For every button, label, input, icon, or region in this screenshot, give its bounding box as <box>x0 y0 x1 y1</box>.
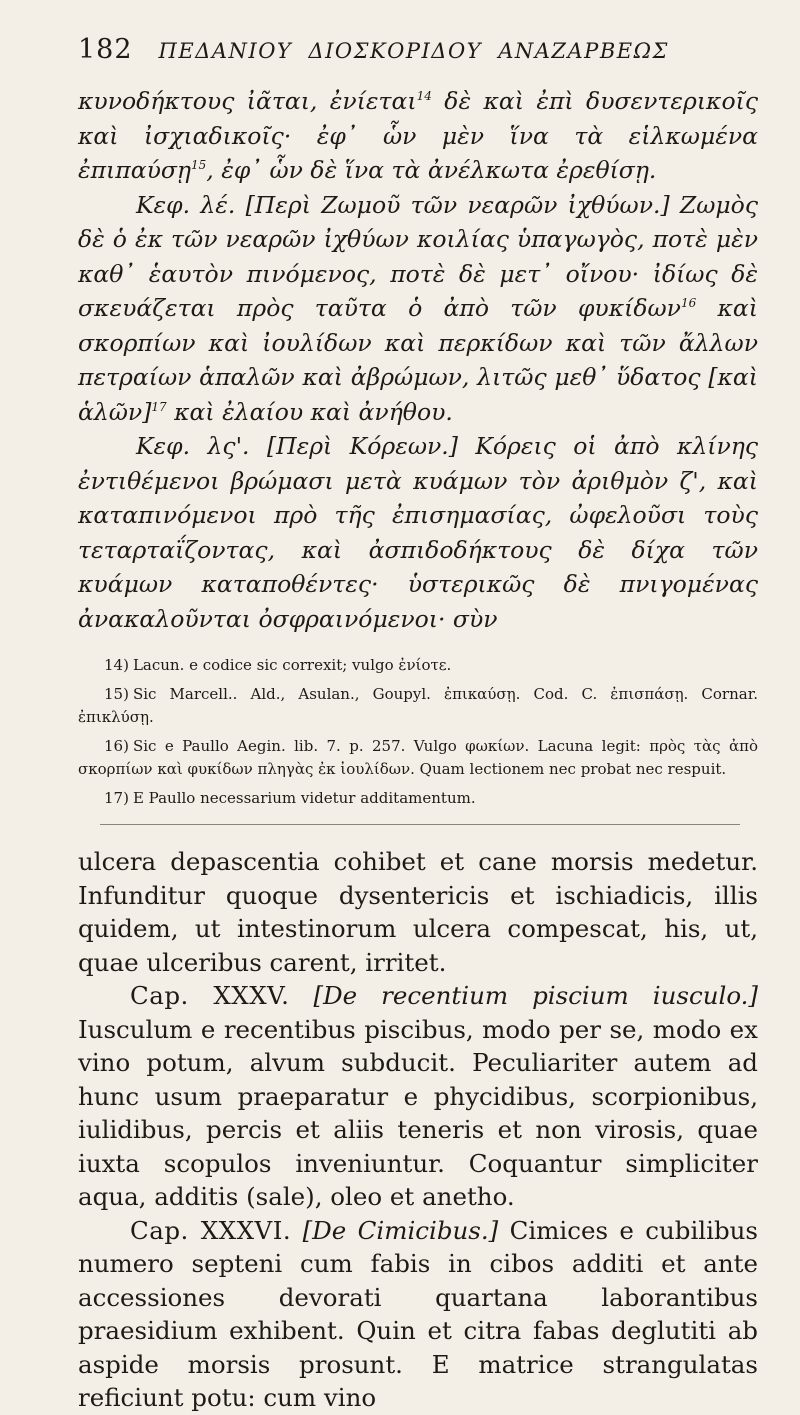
greek-p1-text-c: , ἐφ᾿ ὧν δὲ ἵνα τὰ ἀνέλκωτα ἐρεθίσῃ. <box>206 156 657 184</box>
footnote-number: 17) <box>104 789 129 807</box>
footnotes <box>78 654 758 825</box>
latin-chapter-36-text: Cimices e cubilibus numero septeni cum fabis in cibos additi et ante accessiones devorati quartana laborantibus praesidium exhibent. Quin et citra fabas deglutiti ab aspide morsis prosunt. E matrice strangulatas reficiunt potu: cum vino <box>78 1215 758 1412</box>
latin-text <box>78 845 758 1415</box>
greek-chapter-35-text-a: Ζωμὸς δὲ ὁ ἐκ τῶν νεαρῶν ἰχθύων κοιλίας ὑπαγωγὸς, ποτὲ μὲν καθ᾿ ἑαυτὸν πινόμενος, ποτὲ δὲ μετ᾿ οἴνου· ἰδίως δὲ σκευάζεται πρὸς ταῦτα ὁ ἀπὸ τῶν φυκίδων <box>78 190 758 322</box>
greek-chapter-35 <box>78 188 758 430</box>
latin-chapter-36-label: Cap. XXXVI. <box>130 1215 292 1245</box>
footnote-text: E Paullo necessarium videtur additamentum. <box>132 789 476 807</box>
running-head: ΠΕΔΑΝΙΟΥ ΔΙΟΣΚΟΡΙΔΟΥ ΑΝΑΖΑΡΒΕΩΣ <box>158 39 669 63</box>
footnote-ref-14: 14 <box>416 89 432 104</box>
footnote-17 <box>78 787 758 810</box>
greek-p1-text-a: κυνοδήκτους ἰᾶται, ἐνίεται <box>78 87 417 115</box>
latin-chapter-35-title: [De recentium piscium iusculo.] <box>313 981 758 1010</box>
page-header <box>78 34 758 74</box>
footnote-ref-17: 17 <box>151 399 167 414</box>
greek-chapter-36-label: Κεφ. λς'. <box>136 432 250 460</box>
footnote-number: 15) <box>104 685 129 703</box>
latin-chapter-35-label: Cap. XXXV. <box>130 981 290 1010</box>
latin-chapter-35-text: Iusculum e recentibus piscibus, modo per se, modo ex vino potum, alvum subducit. Peculiariter autem ad hunc usum praeparatur e phycidibus, scorpionibus, iulidibus, percis et aliis teneris et non virosis, quae iuxta scopulos inveniuntur. Coquantur simpliciter aqua, additis (sale), oleo et anetho. <box>78 1014 758 1211</box>
footnote-text: Sic e Paullo Aegin. lib. 7. p. 257. Vulgo φωκίων. Lacuna legit: πρὸς τὰς ἀπὸ σκορπίων καὶ φυκίδων πληγὰς ἐκ ἰουλίδων. Quam lectionem nec probat nec respuit. <box>78 737 758 778</box>
greek-chapter-36-text: Κόρεις οἱ ἀπὸ κλίνης ἐντιθέμενοι βρώμασι μετὰ κυάμων τὸν ἀριθμὸν ζ', καὶ καταπινόμενοι πρὸ τῆς ἐπισημασίας, ὠφελοῦσι τοὺς τεταρταΐζοντας, καὶ ἀσπιδοδήκτους δὲ δίχα τῶν κυάμων καταποθέντες· ὑστερικῶς δὲ πνιγομένας ἀνακαλοῦνται ὀσφραινόμενοι· σὺν <box>78 432 758 633</box>
footnote-text: Lacun. e codice sic correxit; vulgo ἐνίοτε. <box>132 656 452 674</box>
footnote-14 <box>78 654 758 677</box>
greek-p1-text-b: δὲ καὶ ἐπὶ δυσεντερικοῖς καὶ ἰσχιαδικοῖς· ἐφ᾿ ὧν μὲν ἵνα τὰ εἱλκωμένα ἐπιπαύσῃ <box>78 87 758 184</box>
footnote-15 <box>78 683 758 729</box>
greek-text <box>78 84 758 636</box>
footnote-ref-15: 15 <box>191 158 207 173</box>
greek-paragraph-1 <box>78 84 758 188</box>
page-number: 182 <box>78 34 133 65</box>
greek-chapter-36-title: [Περὶ Κόρεων.] <box>266 432 458 460</box>
greek-chapter-35-text-c: καὶ ἐλαίου καὶ ἀνήθου. <box>166 397 453 426</box>
latin-chapter-36-title: [De Cimicibus.] <box>302 1215 499 1245</box>
latin-paragraph-1: ulcera depascentia cohibet et cane morsis medetur. Infunditur quoque dysentericis et ischiadicis, illis quidem, ut intestinorum ulcera compescat, his, ut, quae ulceribus carent, irritet. <box>78 847 758 977</box>
greek-chapter-36 <box>78 429 758 636</box>
latin-chapter-35 <box>78 979 758 1214</box>
greek-chapter-35-text-b: καὶ σκορπίων καὶ ἰουλίδων καὶ περκίδων καὶ τῶν ἄλλων πετραίων ἁπαλῶν καὶ ἀβρώμων, λιτῶς μεθ᾿ ὕδατος [καὶ ἁλῶν] <box>78 294 758 426</box>
footnote-number: 14) <box>104 656 129 674</box>
footnote-16 <box>78 735 758 781</box>
greek-chapter-35-title: [Περὶ Ζωμοῦ τῶν νεαρῶν ἰχθύων.] <box>245 190 670 219</box>
footnote-text: Sic Marcell.. Ald., Asulan., Goupyl. ἐπικαύσῃ. Cod. C. ἐπισπάσῃ. Cornar. ἐπικλύσῃ. <box>78 685 758 726</box>
footnote-ref-16: 16 <box>680 296 697 311</box>
greek-chapter-35-label: Κεφ. λέ. <box>136 190 236 219</box>
footnote-number: 16) <box>104 737 129 755</box>
section-divider <box>100 824 740 825</box>
latin-chapter-36 <box>78 1214 758 1415</box>
